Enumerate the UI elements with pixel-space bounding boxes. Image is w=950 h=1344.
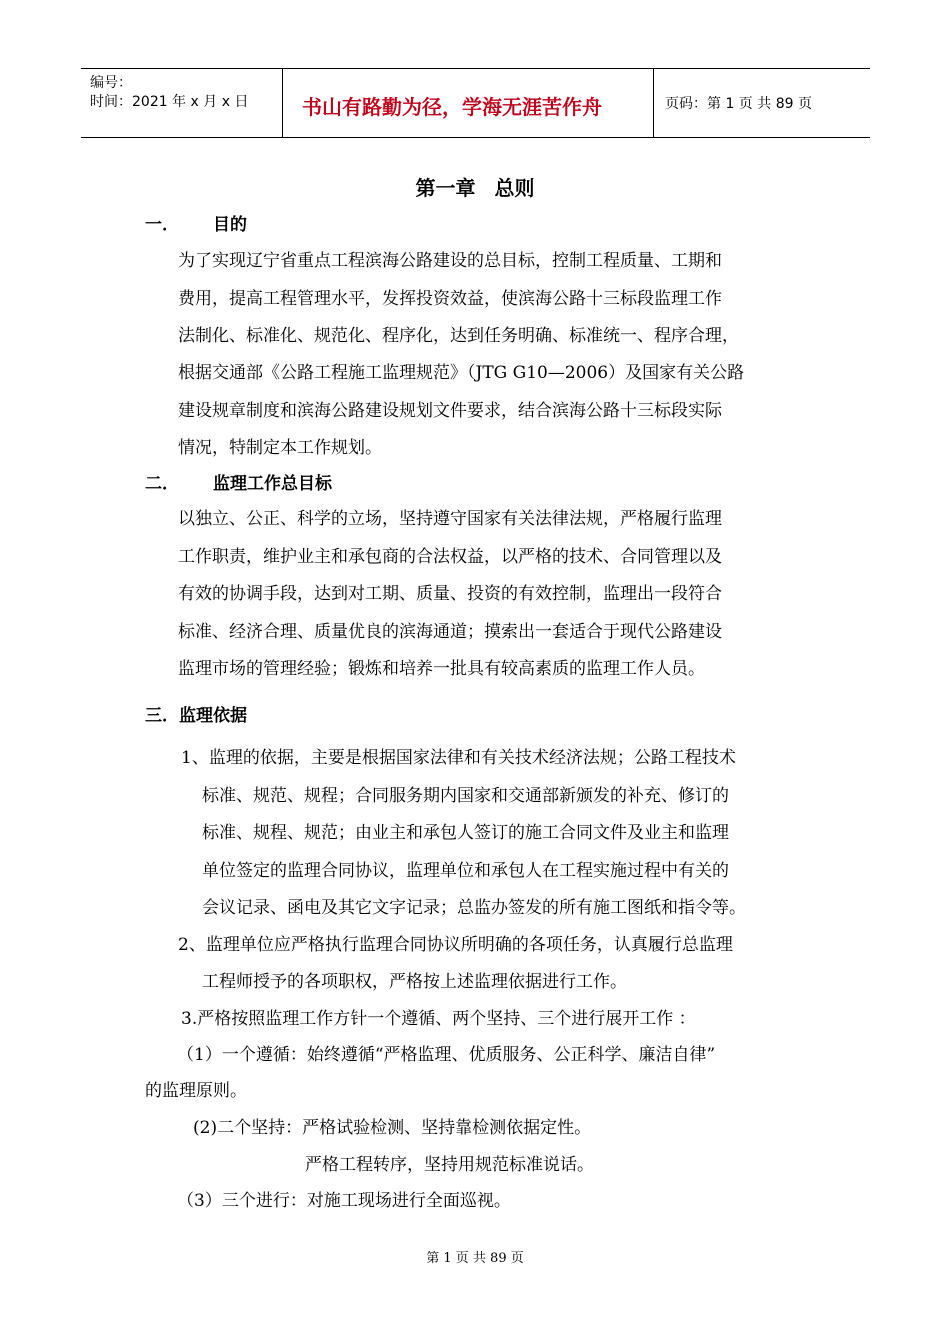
- chapter-title: 第一章 总则: [415, 176, 535, 200]
- paragraph-line: 标准、规范、规程；合同服务期内国家和交通部新颁发的补充、修订的: [202, 786, 729, 806]
- header-motto-cell: [283, 69, 654, 137]
- paragraph-line: 监理市场的管理经验；锻炼和培养一批具有较高素质的监理工作人员。: [178, 659, 705, 679]
- paragraph-line: 费用，提高工程管理水平，发挥投资效益，使滨海公路十三标段监理工作: [178, 289, 722, 309]
- paragraph-line: 工程师授予的各项职权，严格按上述监理依据进行工作。: [202, 972, 627, 992]
- paragraph-line: 情况，特制定本工作规划。: [178, 438, 382, 458]
- paragraph-line: （3）三个进行：对施工现场进行全面巡视。: [177, 1191, 511, 1211]
- paragraph-line: 的监理原则。: [145, 1081, 247, 1101]
- page-footer: 第 1 页 共 89 页: [426, 1251, 524, 1266]
- paragraph-line: 为了实现辽宁省重点工程滨海公路建设的总目标，控制工程质量、工期和: [178, 251, 722, 271]
- paragraph-line: (2)二个坚持：严格试验检测、坚持靠检测依据定性。: [193, 1118, 592, 1138]
- page-header: [81, 68, 870, 138]
- paragraph-line: 单位签定的监理合同协议，监理单位和承包人在工程实施过程中有关的: [202, 861, 729, 881]
- section-2-number: 二．: [145, 474, 179, 494]
- section-3-heading: 三．监理依据: [145, 706, 247, 726]
- section-2-title: 监理工作总目标: [213, 474, 332, 494]
- page-info: 页码：第 1 页 共 89 页: [665, 96, 812, 112]
- paragraph-line: 工作职责，维护业主和承包商的合法权益，以严格的技术、合同管理以及: [178, 547, 722, 567]
- date-label: 时间：2021 年 x 月 x 日: [90, 94, 249, 110]
- section-1-title: 目的: [213, 215, 247, 235]
- paragraph-line: 标准、经济合理、质量优良的滨海通道；摸索出一套适合于现代公路建设: [178, 622, 722, 642]
- number-label: 编号：: [90, 75, 132, 91]
- paragraph-line: 2、监理单位应严格执行监理合同协议所明确的各项任务，认真履行总监理: [178, 935, 733, 955]
- paragraph-line: 3.严格按照监理工作方针一个遵循、两个坚持、三个进行展开工作 ：: [181, 1009, 696, 1029]
- paragraph-line: 有效的协调手段，达到对工期、质量、投资的有效控制，监理出一段符合: [178, 584, 722, 604]
- paragraph-line: 严格工程转序，坚持用规范标准说话。: [305, 1155, 594, 1175]
- paragraph-line: 标准、规程、规范；由业主和承包人签订的施工合同文件及业主和监理: [202, 823, 729, 843]
- paragraph-line: 以独立、公正、科学的立场，坚持遵守国家有关法律法规，严格履行监理: [178, 509, 722, 529]
- header-left-cell: [81, 69, 283, 137]
- paragraph-line: 建设规章制度和滨海公路建设规划文件要求，结合滨海公路十三标段实际: [178, 401, 722, 421]
- paragraph-line: 会议记录、函电及其它文字记录；总监办签发的所有施工图纸和指令等。: [202, 898, 746, 918]
- section-2-heading: [145, 469, 332, 494]
- section-1-heading: [145, 210, 247, 235]
- section-1-number: 一．: [145, 215, 179, 235]
- paragraph-line: 1、监理的依据，主要是根据国家法律和有关技术经济法规；公路工程技术: [181, 748, 736, 768]
- paragraph-line: 法制化、标准化、规范化、程序化，达到任务明确、标准统一、程序合理，: [178, 326, 739, 346]
- paragraph-line: 根据交通部《公路工程施工监理规范》（JTG G10—2006）及国家有关公路: [178, 363, 745, 383]
- motto: 书山有路勤为径，学海无涯苦作舟: [302, 95, 602, 119]
- paragraph-line: （1）一个遵循：始终遵循“严格监理、优质服务、公正科学、廉洁自律”: [177, 1045, 716, 1065]
